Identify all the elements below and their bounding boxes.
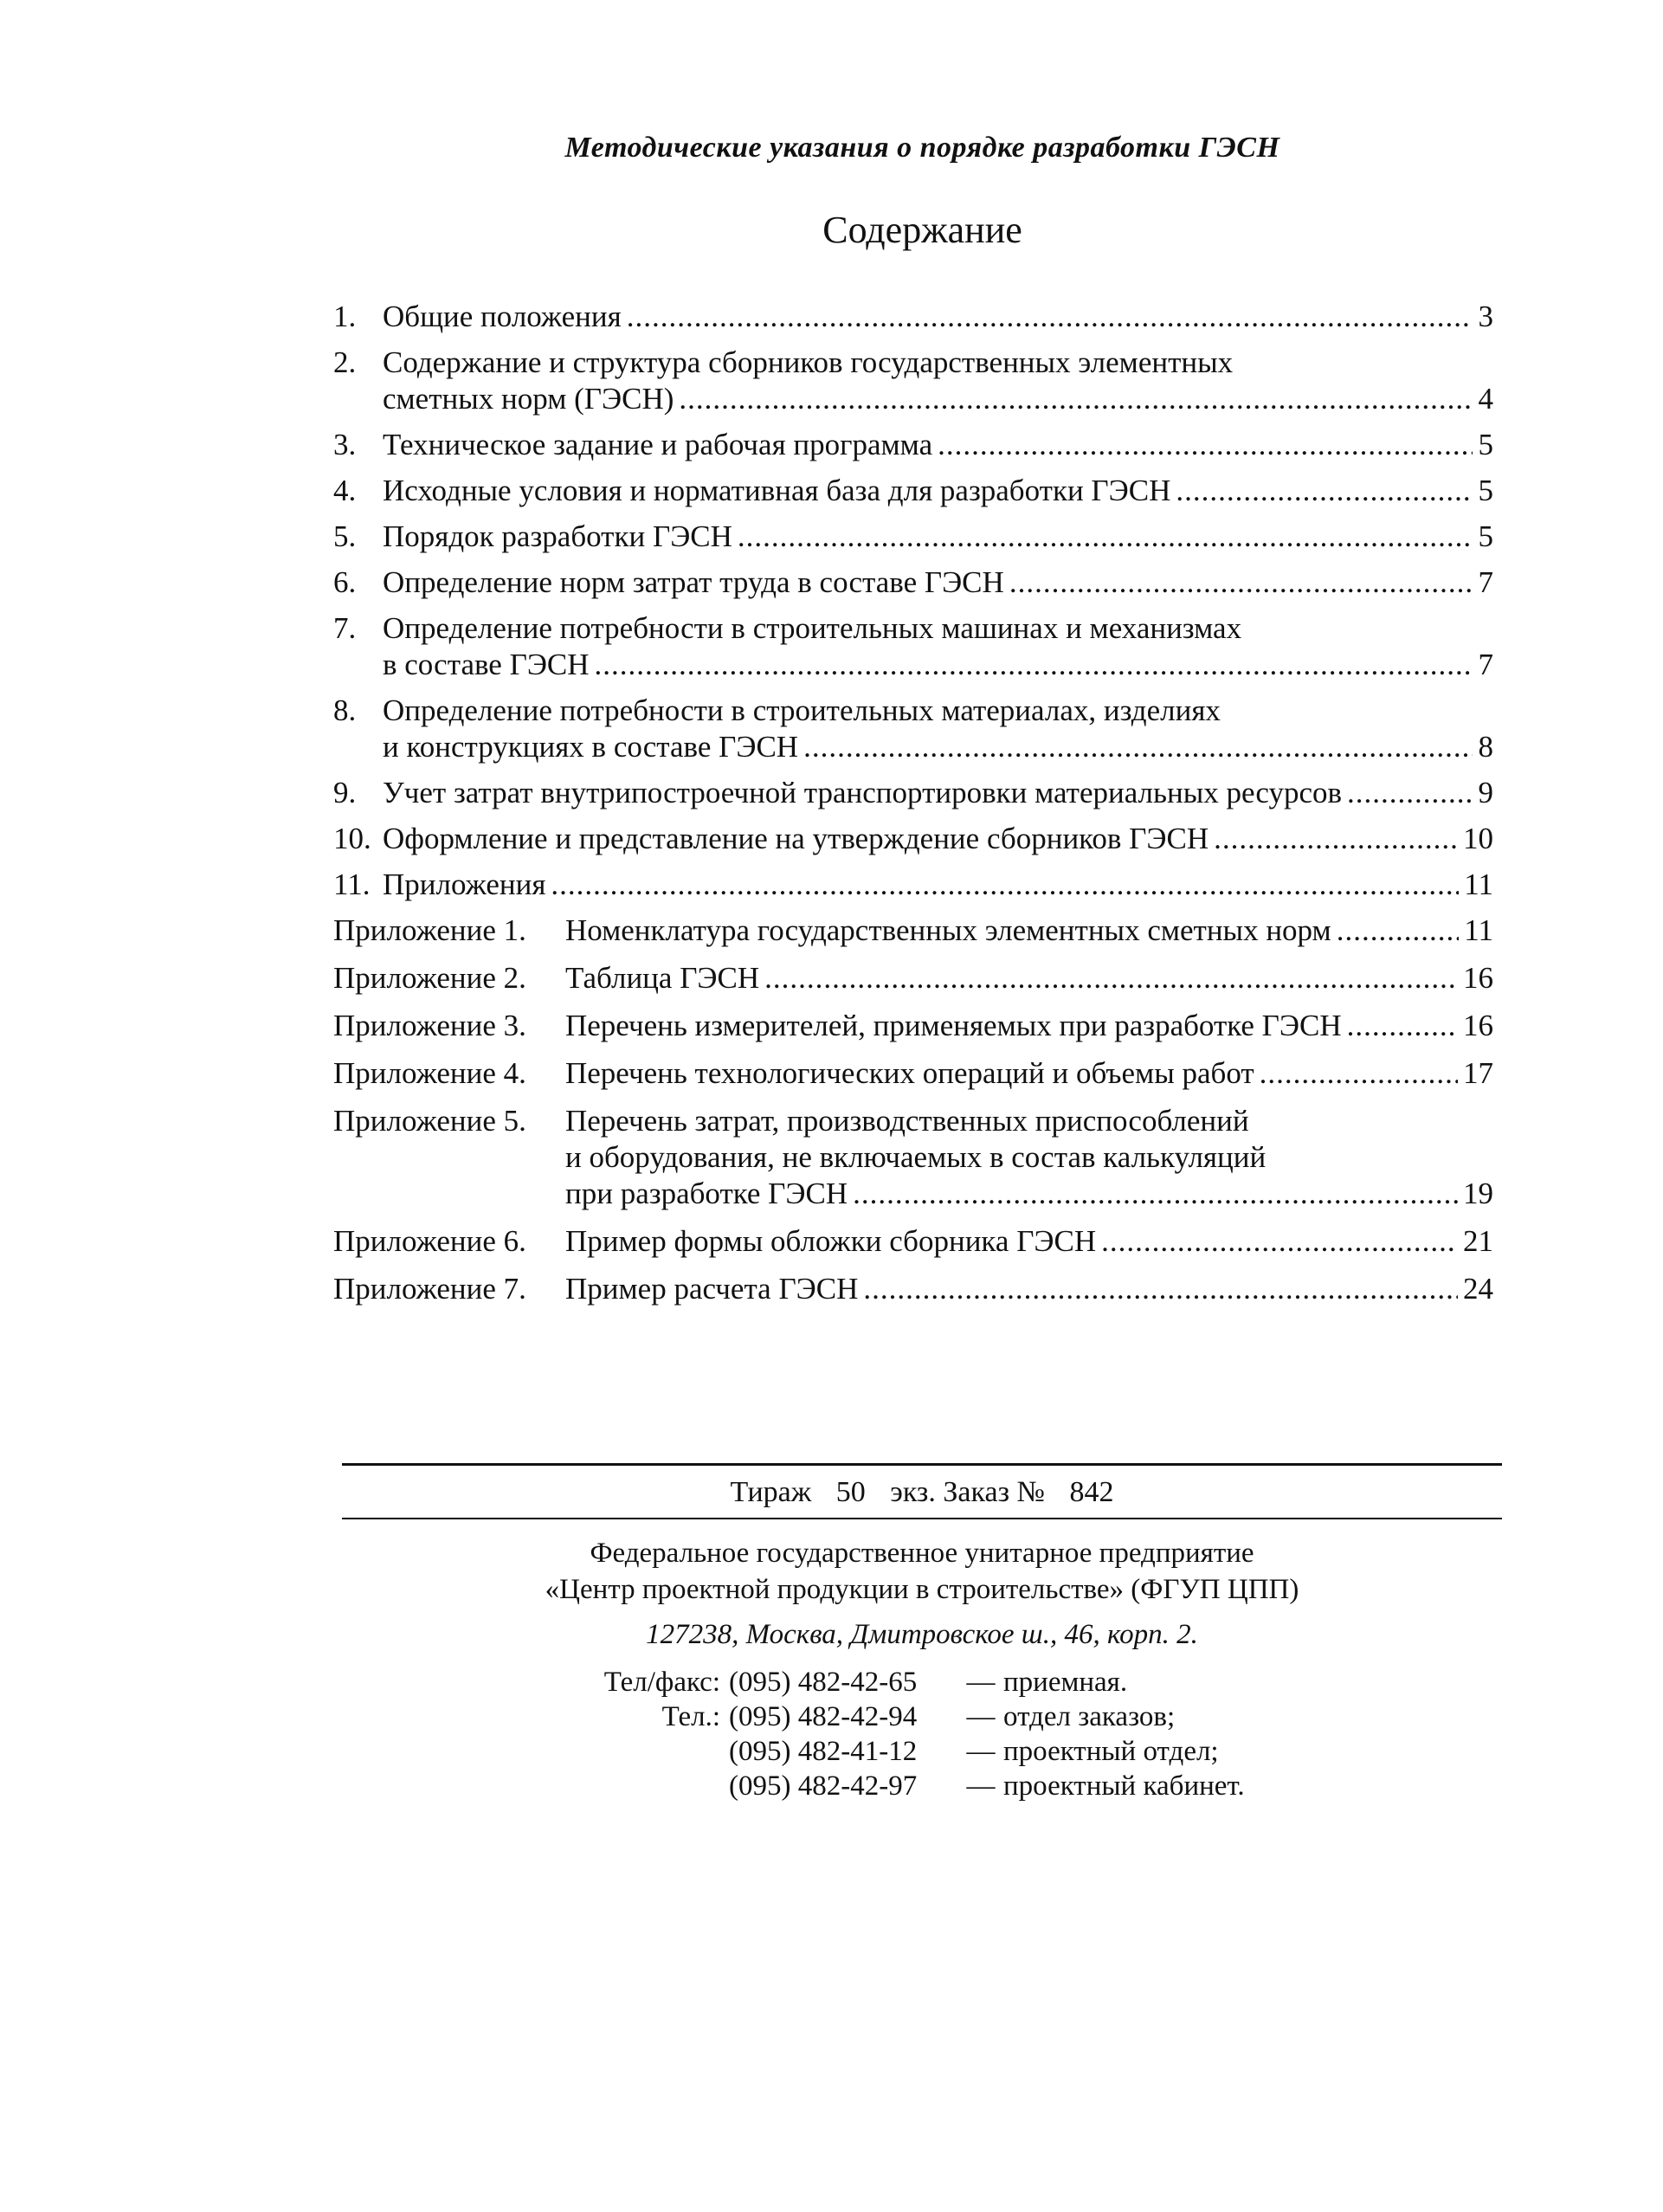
toc-entry-page: 7 <box>1478 565 1493 599</box>
dot-leader <box>1214 821 1458 857</box>
toc-entry-page: 24 <box>1463 1272 1493 1306</box>
dot-leader <box>938 427 1473 463</box>
toc-entry-page: 11 <box>1464 913 1493 947</box>
toc-entry-leader-line <box>565 1223 1493 1260</box>
order-value: 842 <box>1069 1476 1114 1508</box>
toc-entry-number: Приложение 6. <box>333 1224 526 1258</box>
contact-phone: (095) 482-42-97 <box>729 1770 918 1802</box>
toc-entry-title: Учет затрат внутрипостроечной транспортировки материальных ресурсов <box>383 776 1343 809</box>
dot-leader <box>1347 775 1473 811</box>
toc-entry-leader-line <box>383 519 1493 555</box>
contact-row <box>569 1699 1502 1734</box>
contact-dash: — <box>966 1667 996 1698</box>
toc-entry-number: 10. <box>333 822 371 855</box>
toc-entry-number: Приложение 7. <box>333 1272 526 1306</box>
toc-entry-title: Пример формы обложки сборника ГЭСН <box>565 1224 1097 1258</box>
toc-entry <box>333 519 1493 555</box>
toc-entry-leader-line <box>383 867 1493 903</box>
toc-entry-title: Перечень измерителей, применяемых при разработке ГЭСН <box>565 1009 1342 1042</box>
toc-entry-page: 10 <box>1463 822 1493 855</box>
toc-entry <box>333 1008 1493 1044</box>
toc-entry-title: и конструкциях в составе ГЭСН <box>383 730 799 764</box>
toc-entry-leader-line <box>383 427 1493 463</box>
toc-entry-body <box>383 345 1493 417</box>
toc-entry <box>333 1103 1493 1212</box>
toc-entry <box>333 564 1493 601</box>
toc-entry-leader-line <box>565 1055 1493 1092</box>
dot-leader <box>1176 473 1473 509</box>
contact-row <box>569 1734 1502 1769</box>
toc-entry-number: 3. <box>333 428 357 461</box>
toc-entry-leader-line <box>383 381 1493 417</box>
dot-leader <box>738 519 1473 555</box>
dot-leader <box>595 647 1473 683</box>
toc-entry-leader-line <box>383 473 1493 509</box>
contact-row <box>569 1665 1502 1699</box>
toc-entry-page: 7 <box>1478 648 1493 681</box>
contact-phone: (095) 482-42-65 <box>729 1667 918 1698</box>
toc-entry <box>333 821 1493 857</box>
contact-dash: — <box>966 1701 996 1732</box>
organization-name <box>342 1535 1502 1608</box>
toc-entry-page: 4 <box>1478 382 1493 416</box>
toc-entry-body <box>565 1008 1493 1044</box>
toc-entry-leader-line <box>383 647 1493 683</box>
toc-entry-page: 21 <box>1463 1224 1493 1258</box>
toc-entry-leader-line <box>565 1176 1493 1212</box>
toc-entry-number: 6. <box>333 565 357 599</box>
toc-entry <box>333 299 1493 335</box>
toc-entry <box>333 1271 1493 1307</box>
toc-entry-body <box>383 473 1493 509</box>
contact-row <box>569 1769 1502 1803</box>
dot-leader <box>627 299 1473 335</box>
toc-entry-page: 5 <box>1478 474 1493 507</box>
toc-entry-body <box>565 960 1493 996</box>
contact-dash: — <box>966 1736 996 1767</box>
toc-entry-line: Определение потребности в строительных материалах, изделиях <box>383 693 1221 727</box>
toc-entry-number: 9. <box>333 776 357 809</box>
toc-entry-number: Приложение 2. <box>333 961 526 995</box>
toc-entry-title: Исходные условия и нормативная база для разработки ГЭСН <box>383 474 1171 507</box>
toc-entry-body <box>383 564 1493 601</box>
toc-entry-body <box>383 867 1493 903</box>
contact-description: проектный кабинет. <box>1003 1770 1245 1802</box>
print-run-line <box>342 1466 1502 1518</box>
toc-entry-body <box>565 1223 1493 1260</box>
contact-label <box>569 1769 729 1803</box>
toc-entry-body <box>565 1271 1493 1307</box>
order-label: экз. Заказ № <box>890 1476 1045 1508</box>
toc-entry-leader-line <box>383 299 1493 335</box>
toc-entry-body <box>383 821 1493 857</box>
toc-entry-title: Номенклатура государственных элементных сметных норм <box>565 913 1331 947</box>
toc-entry-body <box>383 427 1493 463</box>
toc-entry-title: Определение норм затрат труда в составе ГЭСН <box>383 565 1004 599</box>
toc-entry-number: 5. <box>333 519 357 553</box>
toc-entry-leader-line <box>383 729 1493 765</box>
imprint-block <box>342 1463 1502 1803</box>
toc-entry-line: Содержание и структура сборников государственных элементных <box>383 345 1234 379</box>
toc-entry-title: Приложения <box>383 867 546 901</box>
print-run-label: Тираж <box>730 1476 812 1508</box>
toc-entry-number: 1. <box>333 300 357 333</box>
dot-leader <box>1260 1055 1458 1092</box>
contact-phone: (095) 482-41-12 <box>729 1736 918 1767</box>
toc-entry-page: 9 <box>1478 776 1493 809</box>
contact-label: Тел.: <box>661 1701 720 1732</box>
toc-entry-number: Приложение 3. <box>333 1009 526 1042</box>
toc-entry-body <box>565 1103 1493 1212</box>
contact-description: отдел заказов; <box>1003 1701 1176 1732</box>
contact-phone: (095) 482-42-94 <box>729 1701 918 1732</box>
dot-leader <box>863 1271 1458 1307</box>
toc-entry-line: Перечень затрат, производственных приспособлений <box>565 1104 1249 1138</box>
organization-address: 127238, Москва, Дмитровское ш., 46, корп. 2. <box>646 1619 1198 1650</box>
toc-entry-body <box>383 693 1493 765</box>
toc-entry-title: Оформление и представление на утверждение сборников ГЭСН <box>383 822 1209 855</box>
toc-entry-number: Приложение 1. <box>333 913 526 947</box>
toc-entry <box>333 913 1493 949</box>
toc-entry-page: 19 <box>1463 1177 1493 1210</box>
contact-description: приемная. <box>1003 1667 1128 1698</box>
toc-entry-number: 2. <box>333 345 357 379</box>
toc-entry-title: сметных норм (ГЭСН) <box>383 382 674 416</box>
dot-leader <box>803 729 1473 765</box>
org-line: «Центр проектной продукции в строительстве» (ФГУП ЦПП) <box>545 1574 1299 1605</box>
toc-entry-body <box>383 519 1493 555</box>
toc-entry-body <box>383 299 1493 335</box>
toc-entry-line: Определение потребности в строительных машинах и механизмах <box>383 611 1242 645</box>
toc-entry-leader-line <box>383 564 1493 601</box>
toc-entry-page: 17 <box>1463 1056 1493 1090</box>
running-header: Методические указания о порядке разработки ГЭСН <box>564 132 1280 164</box>
dot-leader <box>1009 564 1473 601</box>
dot-leader <box>679 381 1473 417</box>
toc-entry-title: Пример расчета ГЭСН <box>565 1272 859 1306</box>
toc-entry-page: 16 <box>1463 1009 1493 1042</box>
toc-entry-title: Техническое задание и рабочая программа <box>383 428 933 461</box>
toc-entry-number: Приложение 4. <box>333 1056 526 1090</box>
toc-entry-page: 5 <box>1478 519 1493 553</box>
toc-entry-leader-line <box>565 960 1493 996</box>
toc-entry-number: 11. <box>333 867 371 901</box>
contact-dash: — <box>966 1770 996 1802</box>
toc-entry-title: при разработке ГЭСН <box>565 1177 848 1210</box>
contact-description: проектный отдел; <box>1003 1736 1219 1767</box>
toc-entry-page: 11 <box>1464 867 1493 901</box>
imprint-rule-bottom <box>342 1518 1502 1519</box>
dot-leader <box>1337 913 1460 949</box>
dot-leader <box>853 1176 1458 1212</box>
dot-leader <box>764 960 1458 996</box>
toc-entry-title: Перечень технологических операций и объемы работ <box>565 1056 1254 1090</box>
toc-entry-page: 3 <box>1478 300 1493 333</box>
print-run-value: 50 <box>835 1476 866 1508</box>
toc-entry <box>333 1055 1493 1092</box>
toc-entry-title: Таблица ГЭСН <box>565 961 760 995</box>
toc-entry <box>333 775 1493 811</box>
toc-entry-page: 16 <box>1463 961 1493 995</box>
toc-entry <box>333 610 1493 683</box>
toc-entry-body <box>565 913 1493 949</box>
toc-entry <box>333 345 1493 417</box>
toc-entry-line: и оборудования, не включаемых в состав калькуляций <box>565 1140 1267 1174</box>
toc-title: Содержание <box>822 209 1022 251</box>
table-of-contents <box>333 299 1493 1319</box>
toc-entry-number: 4. <box>333 474 357 507</box>
toc-entry-body <box>383 775 1493 811</box>
dot-leader <box>551 867 1459 903</box>
toc-entry <box>333 867 1493 903</box>
toc-entry-body <box>565 1055 1493 1092</box>
toc-entry-leader-line <box>565 1271 1493 1307</box>
dot-leader <box>1347 1008 1458 1044</box>
dot-leader <box>1101 1223 1458 1260</box>
toc-entry-body <box>383 610 1493 683</box>
toc-entry-title: в составе ГЭСН <box>383 648 590 681</box>
toc-entry-number: 8. <box>333 693 357 727</box>
toc-entry-page: 8 <box>1478 730 1493 764</box>
toc-entry-leader-line <box>383 821 1493 857</box>
toc-entry <box>333 427 1493 463</box>
toc-entry <box>333 1223 1493 1260</box>
toc-entry <box>333 473 1493 509</box>
toc-entry-title: Порядок разработки ГЭСН <box>383 519 732 553</box>
toc-entry-leader-line <box>565 913 1493 949</box>
contact-list <box>569 1665 1502 1803</box>
toc-entry-leader-line <box>383 775 1493 811</box>
org-line: Федеральное государственное унитарное предприятие <box>590 1538 1254 1569</box>
toc-entry-leader-line <box>565 1008 1493 1044</box>
toc-entry-page: 5 <box>1478 428 1493 461</box>
toc-entry-number: 7. <box>333 611 357 645</box>
toc-entry <box>333 693 1493 765</box>
toc-entry <box>333 960 1493 996</box>
contact-label: Тел/факс: <box>603 1667 720 1698</box>
contact-label <box>569 1734 729 1769</box>
toc-entry-number: Приложение 5. <box>333 1104 526 1138</box>
toc-entry-title: Общие положения <box>383 300 622 333</box>
